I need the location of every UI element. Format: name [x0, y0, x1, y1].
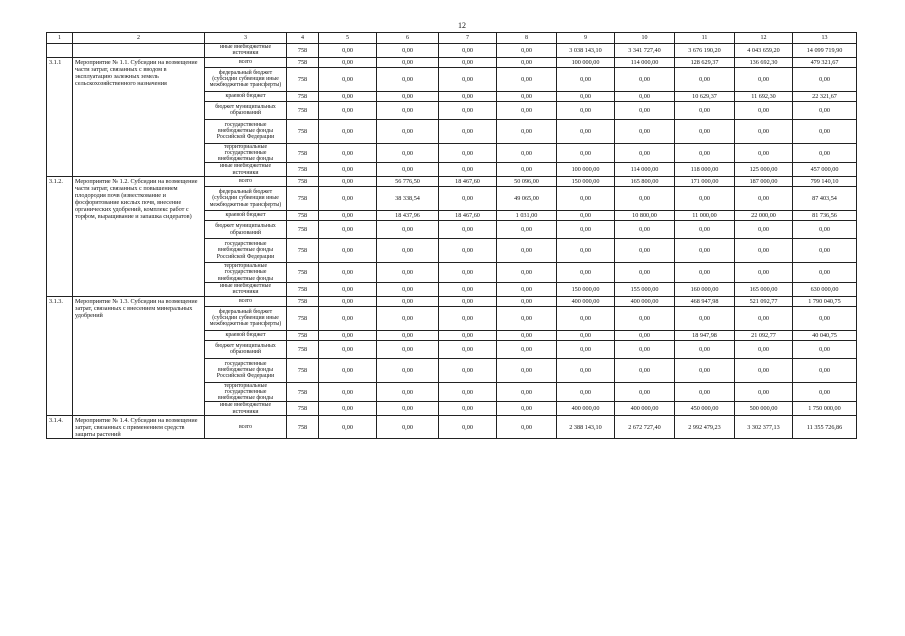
value-cell: 521 092,77	[735, 296, 793, 306]
value-cell: 0,00	[675, 382, 735, 402]
value-cell: 0,00	[557, 263, 615, 283]
value-cell: 400 000,00	[557, 296, 615, 306]
value-cell: 0,00	[675, 239, 735, 263]
value-cell: 0,00	[377, 44, 439, 58]
value-cell: 0,00	[377, 358, 439, 382]
value-cell: 0,00	[319, 263, 377, 283]
value-cell: 0,00	[319, 382, 377, 402]
value-cell: 0,00	[377, 416, 439, 439]
value-cell: 0,00	[439, 382, 497, 402]
column-header: 1	[47, 33, 73, 44]
value-cell: 0,00	[735, 358, 793, 382]
value-cell: 38 338,54	[377, 187, 439, 211]
value-cell: 0,00	[377, 119, 439, 143]
value-cell: 0,00	[497, 330, 557, 340]
budget-code-cell: 758	[287, 382, 319, 402]
value-cell: 0,00	[377, 282, 439, 296]
value-cell: 118 000,00	[675, 163, 735, 177]
value-cell: 14 099 719,90	[793, 44, 857, 58]
value-cell: 3 038 143,10	[557, 44, 615, 58]
value-cell: 0,00	[497, 416, 557, 439]
value-cell: 0,00	[793, 358, 857, 382]
value-cell: 0,00	[439, 340, 497, 358]
value-cell: 0,00	[319, 221, 377, 239]
funding-source-cell: краевой бюджет	[205, 91, 287, 101]
value-cell: 3 302 377,13	[735, 416, 793, 439]
budget-code-cell: 758	[287, 330, 319, 340]
funding-source-cell: всего	[205, 177, 287, 187]
column-header: 3	[205, 33, 287, 44]
value-cell: 0,00	[615, 101, 675, 119]
item-name-cell	[73, 44, 205, 58]
item-code-cell	[47, 44, 73, 58]
value-cell: 18 947,98	[675, 330, 735, 340]
value-cell: 0,00	[377, 91, 439, 101]
value-cell: 165 000,00	[735, 282, 793, 296]
value-cell: 0,00	[497, 282, 557, 296]
column-header: 11	[675, 33, 735, 44]
funding-source-cell: бюджет муниципальных образований	[205, 340, 287, 358]
budget-code-cell: 758	[287, 282, 319, 296]
value-cell: 0,00	[557, 340, 615, 358]
value-cell: 0,00	[439, 416, 497, 439]
value-cell: 0,00	[615, 340, 675, 358]
budget-code-cell: 758	[287, 263, 319, 283]
value-cell: 0,00	[735, 340, 793, 358]
value-cell: 150 000,00	[557, 177, 615, 187]
value-cell: 0,00	[377, 382, 439, 402]
funding-source-cell: бюджет муниципальных образований	[205, 101, 287, 119]
value-cell: 0,00	[735, 382, 793, 402]
column-header: 12	[735, 33, 793, 44]
value-cell: 10 800,00	[615, 211, 675, 221]
value-cell: 0,00	[615, 306, 675, 330]
value-cell: 0,00	[557, 330, 615, 340]
value-cell: 0,00	[439, 143, 497, 163]
value-cell: 0,00	[319, 358, 377, 382]
budget-code-cell: 758	[287, 163, 319, 177]
value-cell: 0,00	[793, 221, 857, 239]
value-cell: 0,00	[557, 211, 615, 221]
budget-code-cell: 758	[287, 296, 319, 306]
value-cell: 22 321,67	[793, 91, 857, 101]
value-cell: 0,00	[319, 402, 377, 416]
value-cell: 0,00	[497, 57, 557, 67]
column-header: 9	[557, 33, 615, 44]
value-cell: 0,00	[319, 296, 377, 306]
value-cell: 0,00	[675, 101, 735, 119]
value-cell: 0,00	[377, 221, 439, 239]
budget-code-cell: 758	[287, 239, 319, 263]
value-cell: 0,00	[557, 101, 615, 119]
budget-code-cell: 758	[287, 416, 319, 439]
value-cell: 0,00	[615, 67, 675, 91]
value-cell: 0,00	[557, 382, 615, 402]
budget-code-cell: 758	[287, 91, 319, 101]
column-header: 10	[615, 33, 675, 44]
column-header: 8	[497, 33, 557, 44]
value-cell: 0,00	[675, 119, 735, 143]
value-cell: 0,00	[793, 67, 857, 91]
value-cell: 0,00	[497, 402, 557, 416]
value-cell: 0,00	[439, 239, 497, 263]
value-cell: 40 040,75	[793, 330, 857, 340]
column-header: 13	[793, 33, 857, 44]
funding-source-cell: всего	[205, 416, 287, 439]
value-cell: 0,00	[793, 101, 857, 119]
value-cell: 0,00	[675, 143, 735, 163]
value-cell: 0,00	[497, 119, 557, 143]
value-cell: 0,00	[793, 239, 857, 263]
value-cell: 0,00	[319, 44, 377, 58]
value-cell: 0,00	[793, 306, 857, 330]
budget-code-cell: 758	[287, 306, 319, 330]
value-cell: 0,00	[675, 340, 735, 358]
value-cell: 0,00	[557, 358, 615, 382]
value-cell: 0,00	[615, 119, 675, 143]
funding-source-cell: федеральный бюджет (субсидии субвенции иные межбюджетные трансферты)	[205, 187, 287, 211]
value-cell: 0,00	[439, 282, 497, 296]
column-header: 7	[439, 33, 497, 44]
value-cell: 0,00	[377, 306, 439, 330]
value-cell: 0,00	[439, 163, 497, 177]
value-cell: 0,00	[735, 263, 793, 283]
value-cell: 0,00	[557, 306, 615, 330]
value-cell: 11 692,30	[735, 91, 793, 101]
value-cell: 0,00	[557, 67, 615, 91]
value-cell: 0,00	[497, 91, 557, 101]
funding-source-cell: территориальные государственные внебюджетные фонды	[205, 263, 287, 283]
value-cell: 0,00	[557, 239, 615, 263]
value-cell: 0,00	[319, 211, 377, 221]
budget-code-cell: 758	[287, 57, 319, 67]
funding-source-cell: федеральный бюджет (субсидии субвенции иные межбюджетные трансферты)	[205, 67, 287, 91]
value-cell: 0,00	[675, 187, 735, 211]
item-code-cell: 3.1.2.	[47, 177, 73, 296]
value-cell: 0,00	[319, 143, 377, 163]
value-cell: 0,00	[675, 263, 735, 283]
value-cell: 0,00	[615, 382, 675, 402]
value-cell: 0,00	[497, 382, 557, 402]
value-cell: 3 676 190,20	[675, 44, 735, 58]
value-cell: 0,00	[319, 282, 377, 296]
budget-code-cell: 758	[287, 67, 319, 91]
value-cell: 0,00	[497, 263, 557, 283]
funding-source-cell: иные внебюджетные источники	[205, 402, 287, 416]
value-cell: 0,00	[439, 402, 497, 416]
table-row	[47, 177, 857, 187]
value-cell: 0,00	[735, 239, 793, 263]
value-cell: 128 629,37	[675, 57, 735, 67]
value-cell: 1 790 040,75	[793, 296, 857, 306]
value-cell: 22 000,00	[735, 211, 793, 221]
value-cell: 81 736,56	[793, 211, 857, 221]
budget-code-cell: 758	[287, 143, 319, 163]
value-cell: 4 043 659,20	[735, 44, 793, 58]
value-cell: 799 140,10	[793, 177, 857, 187]
value-cell: 0,00	[319, 177, 377, 187]
funding-source-cell: государственные внебюджетные фонды Российской Федерации	[205, 358, 287, 382]
column-header: 5	[319, 33, 377, 44]
value-cell: 160 000,00	[675, 282, 735, 296]
value-cell: 18 467,60	[439, 211, 497, 221]
value-cell: 0,00	[675, 358, 735, 382]
value-cell: 0,00	[439, 119, 497, 143]
value-cell: 125 000,00	[735, 163, 793, 177]
column-header: 2	[73, 33, 205, 44]
header-row	[47, 33, 857, 44]
value-cell: 0,00	[319, 306, 377, 330]
value-cell: 0,00	[615, 263, 675, 283]
value-cell: 400 000,00	[557, 402, 615, 416]
value-cell: 136 692,30	[735, 57, 793, 67]
column-header: 6	[377, 33, 439, 44]
value-cell: 457 000,00	[793, 163, 857, 177]
table-row	[47, 416, 857, 439]
value-cell: 0,00	[497, 306, 557, 330]
funding-source-cell: бюджет муниципальных образований	[205, 221, 287, 239]
value-cell: 0,00	[615, 221, 675, 239]
value-cell: 0,00	[735, 187, 793, 211]
value-cell: 11 000,00	[675, 211, 735, 221]
value-cell: 3 341 727,40	[615, 44, 675, 58]
funding-source-cell: краевой бюджет	[205, 211, 287, 221]
funding-source-cell: иные внебюджетные источники	[205, 163, 287, 177]
value-cell: 0,00	[615, 330, 675, 340]
value-cell: 0,00	[319, 416, 377, 439]
value-cell: 0,00	[793, 119, 857, 143]
funding-source-cell: всего	[205, 57, 287, 67]
value-cell: 11 355 726,86	[793, 416, 857, 439]
value-cell: 0,00	[735, 101, 793, 119]
value-cell: 0,00	[675, 67, 735, 91]
value-cell: 0,00	[497, 163, 557, 177]
value-cell: 0,00	[439, 44, 497, 58]
value-cell: 0,00	[497, 358, 557, 382]
funding-source-cell: государственные внебюджетные фонды Российской Федерации	[205, 119, 287, 143]
value-cell: 0,00	[497, 101, 557, 119]
value-cell: 0,00	[319, 187, 377, 211]
value-cell: 49 065,00	[497, 187, 557, 211]
value-cell: 450 000,00	[675, 402, 735, 416]
value-cell: 0,00	[439, 91, 497, 101]
value-cell: 0,00	[439, 263, 497, 283]
value-cell: 114 000,00	[615, 163, 675, 177]
value-cell: 0,00	[557, 187, 615, 211]
value-cell: 150 000,00	[557, 282, 615, 296]
value-cell: 0,00	[439, 57, 497, 67]
value-cell: 0,00	[615, 187, 675, 211]
value-cell: 0,00	[793, 340, 857, 358]
budget-code-cell: 758	[287, 187, 319, 211]
budget-code-cell: 758	[287, 340, 319, 358]
funding-source-cell: государственные внебюджетные фонды Российской Федерации	[205, 239, 287, 263]
value-cell: 0,00	[793, 263, 857, 283]
item-name-cell: Мероприятие № 1.1. Субсидии на возмещение части затрат, связанных с вводом в эксплуатацию залежных земель сельскохозяйственного назначения	[73, 57, 205, 176]
value-cell: 0,00	[319, 330, 377, 340]
funding-source-cell: территориальные государственные внебюджетные фонды	[205, 143, 287, 163]
value-cell: 0,00	[439, 306, 497, 330]
value-cell: 0,00	[319, 163, 377, 177]
value-cell: 114 000,00	[615, 57, 675, 67]
value-cell: 50 096,00	[497, 177, 557, 187]
value-cell: 0,00	[675, 306, 735, 330]
value-cell: 0,00	[557, 119, 615, 143]
value-cell: 187 000,00	[735, 177, 793, 187]
value-cell: 2 672 727,40	[615, 416, 675, 439]
value-cell: 400 000,00	[615, 296, 675, 306]
funding-source-cell: краевой бюджет	[205, 330, 287, 340]
value-cell: 2 388 143,10	[557, 416, 615, 439]
value-cell: 0,00	[439, 67, 497, 91]
budget-code-cell: 758	[287, 358, 319, 382]
budget-table	[46, 32, 857, 439]
budget-code-cell: 758	[287, 402, 319, 416]
value-cell: 2 992 479,23	[675, 416, 735, 439]
item-name-cell: Мероприятие № 1.3. Субсидии на возмещение затрат, связанных с внесением минеральных удобрений	[73, 296, 205, 415]
value-cell: 0,00	[735, 67, 793, 91]
page-number: 12	[458, 21, 466, 30]
item-code-cell: 3.1.1	[47, 57, 73, 176]
item-code-cell: 3.1.4.	[47, 416, 73, 439]
value-cell: 0,00	[439, 221, 497, 239]
budget-code-cell: 758	[287, 44, 319, 58]
value-cell: 0,00	[497, 143, 557, 163]
value-cell: 0,00	[497, 296, 557, 306]
budget-code-cell: 758	[287, 211, 319, 221]
budget-code-cell: 758	[287, 177, 319, 187]
budget-code-cell: 758	[287, 119, 319, 143]
value-cell: 1 750 000,00	[793, 402, 857, 416]
value-cell: 0,00	[439, 296, 497, 306]
value-cell: 100 000,00	[557, 163, 615, 177]
item-name-cell: Мероприятие № 1.2. Субсидии на возмещение части затрат, связанных с повышением плодородия почв (известкование и фосфоритование кислых почв, внесение органических удобрений, комплекс работ с торфом, выращивание и запашка сидератов)	[73, 177, 205, 296]
table-row	[47, 44, 857, 58]
value-cell: 0,00	[735, 221, 793, 239]
value-cell: 0,00	[735, 306, 793, 330]
value-cell: 0,00	[377, 239, 439, 263]
value-cell: 0,00	[557, 143, 615, 163]
value-cell: 100 000,00	[557, 57, 615, 67]
budget-code-cell: 758	[287, 221, 319, 239]
value-cell: 56 776,50	[377, 177, 439, 187]
value-cell: 0,00	[497, 221, 557, 239]
value-cell: 479 321,67	[793, 57, 857, 67]
value-cell: 0,00	[793, 143, 857, 163]
value-cell: 0,00	[557, 221, 615, 239]
funding-source-cell: иные внебюджетные источники	[205, 44, 287, 58]
table-row	[47, 57, 857, 67]
value-cell: 0,00	[377, 296, 439, 306]
value-cell: 0,00	[377, 402, 439, 416]
funding-source-cell: территориальные государственные внебюджетные фонды	[205, 382, 287, 402]
value-cell: 0,00	[497, 67, 557, 91]
funding-source-cell: иные внебюджетные источники	[205, 282, 287, 296]
value-cell: 0,00	[377, 67, 439, 91]
value-cell: 0,00	[377, 57, 439, 67]
value-cell: 0,00	[615, 358, 675, 382]
value-cell: 0,00	[497, 340, 557, 358]
value-cell: 0,00	[439, 101, 497, 119]
value-cell: 0,00	[439, 330, 497, 340]
value-cell: 21 092,77	[735, 330, 793, 340]
value-cell: 155 000,00	[615, 282, 675, 296]
value-cell: 0,00	[377, 101, 439, 119]
value-cell: 18 467,60	[439, 177, 497, 187]
funding-source-cell: всего	[205, 296, 287, 306]
value-cell: 165 800,00	[615, 177, 675, 187]
value-cell: 0,00	[319, 67, 377, 91]
value-cell: 630 000,00	[793, 282, 857, 296]
value-cell: 0,00	[497, 239, 557, 263]
value-cell: 1 031,00	[497, 211, 557, 221]
value-cell: 0,00	[735, 119, 793, 143]
value-cell: 10 629,37	[675, 91, 735, 101]
value-cell: 0,00	[497, 44, 557, 58]
item-code-cell: 3.1.3.	[47, 296, 73, 415]
value-cell: 0,00	[319, 340, 377, 358]
column-header: 4	[287, 33, 319, 44]
value-cell: 500 000,00	[735, 402, 793, 416]
value-cell: 0,00	[735, 143, 793, 163]
value-cell: 0,00	[377, 340, 439, 358]
value-cell: 0,00	[377, 263, 439, 283]
value-cell: 0,00	[793, 382, 857, 402]
value-cell: 0,00	[319, 91, 377, 101]
value-cell: 87 403,54	[793, 187, 857, 211]
budget-code-cell: 758	[287, 101, 319, 119]
value-cell: 0,00	[615, 91, 675, 101]
value-cell: 0,00	[319, 101, 377, 119]
value-cell: 0,00	[319, 239, 377, 263]
value-cell: 0,00	[377, 143, 439, 163]
value-cell: 0,00	[675, 221, 735, 239]
value-cell: 0,00	[439, 187, 497, 211]
value-cell: 400 000,00	[615, 402, 675, 416]
funding-source-cell: федеральный бюджет (субсидии субвенции иные межбюджетные трансферты)	[205, 306, 287, 330]
value-cell: 468 947,98	[675, 296, 735, 306]
value-cell: 0,00	[377, 330, 439, 340]
item-name-cell: Мероприятие № 1.4. Субсидии на возмещение затрат, связанных с применением средств защиты растений	[73, 416, 205, 439]
value-cell: 18 437,96	[377, 211, 439, 221]
value-cell: 0,00	[319, 119, 377, 143]
value-cell: 0,00	[615, 143, 675, 163]
value-cell: 0,00	[615, 239, 675, 263]
value-cell: 171 000,00	[675, 177, 735, 187]
value-cell: 0,00	[377, 163, 439, 177]
value-cell: 0,00	[439, 358, 497, 382]
value-cell: 0,00	[557, 91, 615, 101]
table-row	[47, 296, 857, 306]
value-cell: 0,00	[319, 57, 377, 67]
